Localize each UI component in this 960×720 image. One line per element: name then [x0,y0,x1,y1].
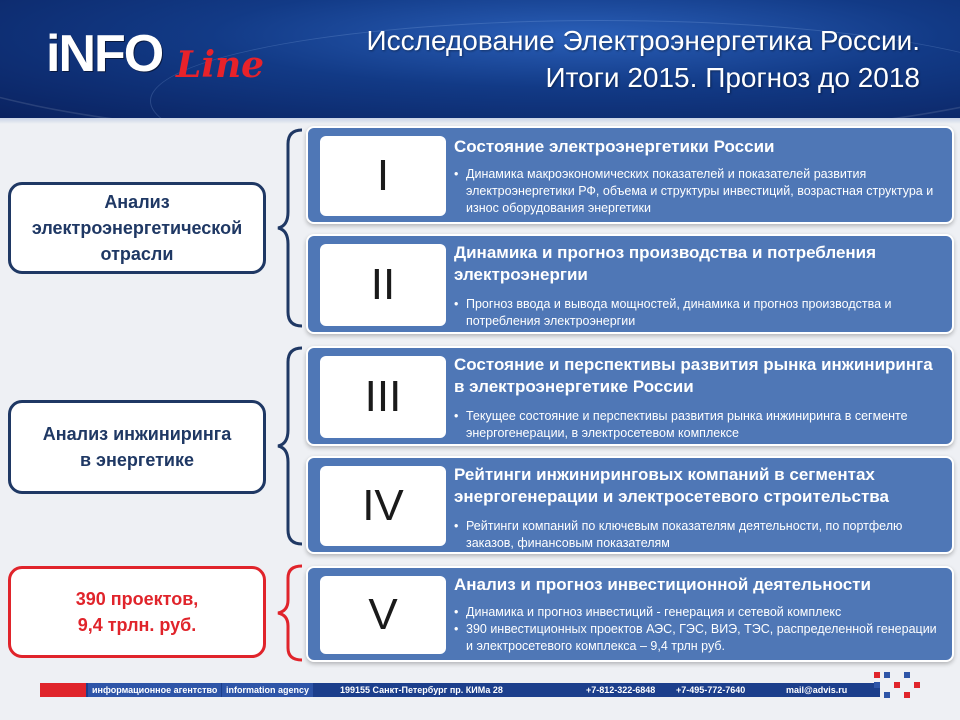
infoline-logo [46,24,296,84]
group-label-line: 390 проектов, [75,589,199,609]
brace-icon [276,346,306,546]
section-card-1 [306,126,954,224]
footer-phone-1: +7-812-322-6848 [586,685,656,695]
brace-icon [276,128,306,328]
logo-main-text: iNFO [46,25,163,83]
section-bullets [454,518,944,552]
title-line-1: Исследование Электроэнергетика России. [366,25,920,56]
section-title: Анализ и прогноз инвестиционной деятельности [454,575,871,594]
section-card-5 [306,566,954,662]
footer-address: 199155 Санкт-Петербург пр. КИМа 28 [340,685,503,695]
page-title [367,22,920,96]
bullet-item: • Текущее состояние и перспективы развития рынка инжиниринга в сегменте энергогенерации, в электросетевом комплексе [454,408,944,442]
footer-email[interactable]: mail@advis.ru [786,685,848,695]
bullet-item: • Рейтинги компаний по ключевым показателям деятельности, по портфелю заказов, финансовым показателям [454,518,944,552]
roman-numeral-4: IV [320,466,446,546]
group-label-line: Анализ инжиниринга [42,424,232,444]
footer-agency-ru: информационное агентство [88,683,221,697]
footer-phone-2: +7-495-772-7640 [676,685,746,695]
bullet-item: • Динамика макроэкономических показателей и показателей развития электроэнергетики РФ, объема и структуры инвестиций, возрастная структура и износ оборудования энергетики [454,166,944,217]
section-title: Рейтинги инжиниринговых компаний в сегментах энергогенерации и электросетевого строительства [454,465,889,506]
group-label-line: в энергетике [79,450,195,470]
section-card-4 [306,456,954,554]
section-title: Состояние электроэнергетики России [454,137,775,156]
group-label-line: отрасли [100,244,174,264]
section-card-3 [306,346,954,446]
header-separator [0,118,960,124]
group-label-line: электроэнергетической [31,218,243,238]
footer-accent [40,683,86,697]
brace-icon [276,564,306,662]
bullet-item: • 390 инвестиционных проектов АЭС, ГЭС, ВИЭ, ТЭС, распределенной генерации и электросетевого комплекса – 9,4 трлн руб. [454,621,944,655]
section-title: Состояние и перспективы развития рынка инжиниринга в электроэнергетике России [454,355,933,396]
group-label-line: Анализ [104,192,170,212]
logo-script-text: Line [176,44,265,86]
title-line-2: Итоги 2015. Прогноз до 2018 [545,62,920,93]
group-label-engineering-analysis [8,400,266,494]
roman-numeral-5: V [320,576,446,654]
section-bullets [454,166,944,217]
roman-numeral-2: II [320,244,446,326]
header-banner [0,0,960,118]
footer-bar [40,680,924,700]
group-label-projects [8,566,266,658]
roman-numeral-3: III [320,356,446,438]
section-title: Динамика и прогноз производства и потребления электроэнергии [454,243,877,284]
footer-agency-en: information agency [222,683,313,697]
section-bullets [454,408,944,442]
section-bullets [454,296,944,330]
roman-numeral-1: I [320,136,446,216]
decorative-dots-icon [870,668,926,704]
group-label-line: 9,4 трлн. руб. [77,615,197,635]
group-label-industry-analysis [8,182,266,274]
section-card-2 [306,234,954,334]
section-bullets [454,604,944,655]
bullet-item: • Прогноз ввода и вывода мощностей, динамика и прогноз производства и потребления электроэнергии [454,296,944,330]
bullet-item: • Динамика и прогноз инвестиций - генерация и сетевой комплекс [454,604,944,621]
